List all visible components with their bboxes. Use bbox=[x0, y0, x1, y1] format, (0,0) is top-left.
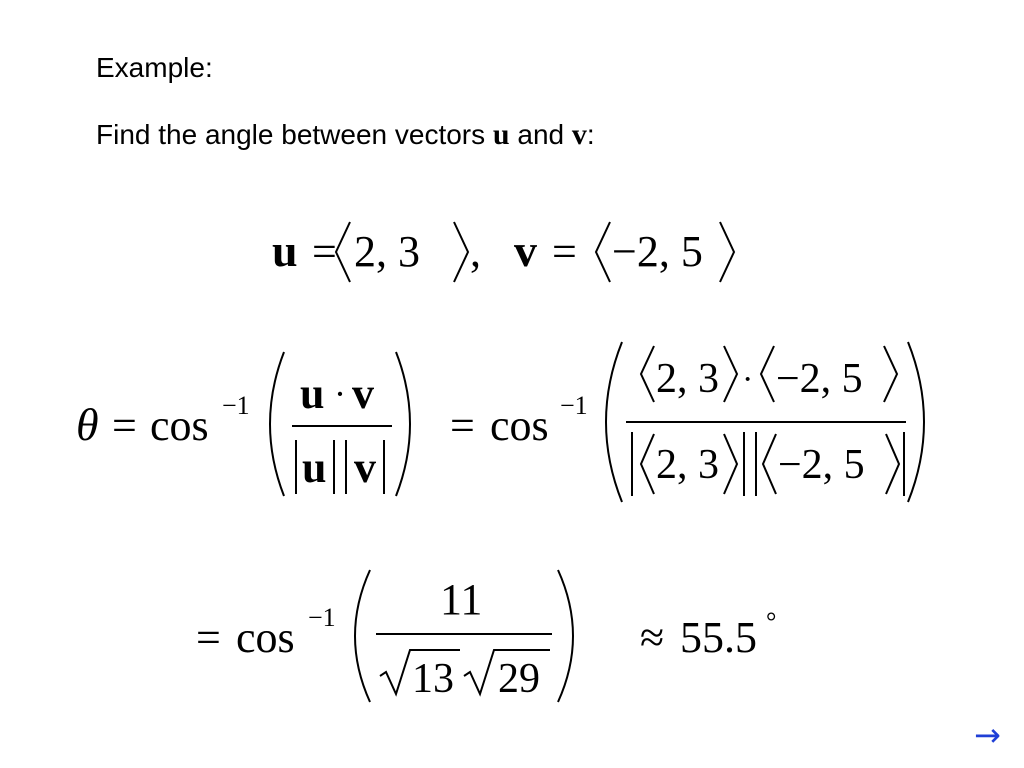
sqrt-13-radicand: 13 bbox=[412, 656, 454, 702]
result-inverse-exponent: −1 bbox=[308, 603, 336, 632]
numerator-vector-b: −2, 5 bbox=[776, 356, 863, 402]
u-name: u bbox=[272, 225, 298, 276]
numerator-v: v bbox=[352, 369, 374, 418]
numeric-result bbox=[196, 570, 776, 702]
substitution-right-paren bbox=[908, 342, 924, 502]
denominator-v: v bbox=[354, 443, 376, 492]
denominator-u: u bbox=[302, 443, 327, 492]
sqrt-29-radicand: 29 bbox=[498, 656, 540, 702]
u-equals: = bbox=[312, 227, 337, 276]
den-left-bracket-a bbox=[641, 434, 654, 494]
example-label: Example: bbox=[96, 52, 213, 83]
den-right-bracket-b bbox=[886, 434, 899, 494]
substitution-left-paren bbox=[606, 342, 622, 502]
formula-cos: cos bbox=[150, 401, 209, 450]
substitution-equals: = bbox=[450, 401, 475, 450]
v-value: −2, 5 bbox=[612, 227, 703, 276]
formula-right-paren bbox=[396, 352, 410, 496]
comma-separator: , bbox=[470, 227, 481, 276]
formula-inverse-exponent: −1 bbox=[222, 391, 250, 420]
approx-symbol: ≈ bbox=[640, 613, 665, 662]
result-cos: cos bbox=[236, 613, 295, 662]
v-right-angle-bracket bbox=[720, 222, 734, 282]
numerator-u: u bbox=[300, 369, 325, 418]
substitution-inverse-exponent: −1 bbox=[560, 391, 588, 420]
v-name: v bbox=[514, 225, 537, 276]
substitution-cos: cos bbox=[490, 401, 549, 450]
denominator-vector-b: −2, 5 bbox=[778, 442, 865, 488]
v-left-angle-bracket bbox=[596, 222, 610, 282]
prompt-text-after: : bbox=[586, 119, 595, 150]
u-value: 2, 3 bbox=[354, 227, 420, 276]
degree-symbol: ° bbox=[766, 607, 777, 636]
vector-definitions bbox=[272, 222, 734, 282]
vector-u-symbol: u bbox=[492, 118, 510, 151]
vector-v-symbol: v bbox=[571, 118, 587, 151]
result-value: 55.5 bbox=[680, 613, 757, 662]
num-left-bracket-b bbox=[761, 346, 774, 402]
result-right-paren bbox=[558, 570, 573, 702]
v-equals: = bbox=[552, 227, 577, 276]
result-equals: = bbox=[196, 613, 221, 662]
denominator-vector-a: 2, 3 bbox=[656, 442, 719, 488]
u-right-angle-bracket bbox=[454, 222, 468, 282]
prompt-text-and: and bbox=[509, 119, 572, 150]
den-right-bracket-a bbox=[724, 434, 737, 494]
result-left-paren bbox=[355, 570, 370, 702]
numerator-dot: · bbox=[334, 374, 346, 414]
formula-left-paren bbox=[270, 352, 284, 496]
num-right-bracket-b bbox=[884, 346, 897, 402]
den-left-bracket-b bbox=[763, 434, 776, 494]
theta-symbol: θ bbox=[76, 399, 99, 450]
u-left-angle-bracket bbox=[336, 222, 350, 282]
num-left-bracket-a bbox=[641, 346, 654, 402]
next-slide-arrow-icon[interactable]: → bbox=[974, 716, 1001, 754]
formula-equals: = bbox=[112, 401, 137, 450]
general-formula bbox=[76, 352, 410, 496]
prompt-text-before: Find the angle between vectors bbox=[96, 119, 493, 150]
result-numerator: 11 bbox=[440, 575, 483, 624]
numerator-vector-a: 2, 3 bbox=[656, 356, 719, 402]
num-right-bracket-a bbox=[724, 346, 737, 402]
numerator-dot-operator: · bbox=[742, 361, 754, 398]
substitution-formula bbox=[450, 342, 924, 502]
